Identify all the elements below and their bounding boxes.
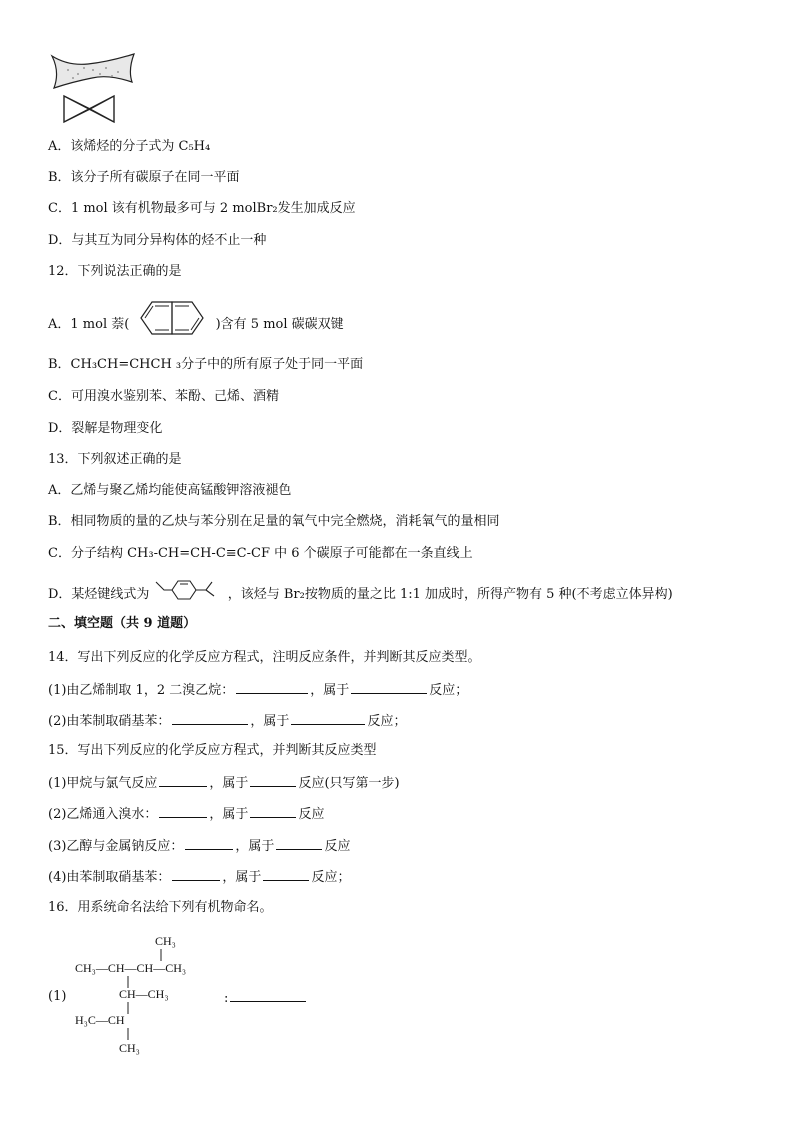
q16-colon: : (224, 991, 229, 1006)
q14-item-2-end: 反应； (367, 714, 407, 729)
q13-option-a: A．乙烯与聚乙烯均能使高锰酸钾溶液褪色 (48, 483, 292, 498)
q15-item-2-mid: ，属于 (209, 807, 249, 822)
structure-ch3-bottom: CH₃ (119, 1041, 140, 1055)
q12-option-c: C．可用溴水鉴别苯、苯酚、己烯、酒精 (48, 389, 279, 404)
q13-option-b: B．相同物质的量的乙炔与苯分别在足量的氧气中完全燃烧，消耗氧气的量相同 (48, 514, 500, 529)
q14-item-2-text: (2)由苯制取硝基苯： (48, 714, 171, 729)
structure-row-3: H₃C—CH (75, 1013, 125, 1027)
q11-option-a: A．该烯烃的分子式为 C₅H₄ (48, 139, 211, 154)
q15-item-1-mid: ，属于 (209, 776, 249, 791)
q15-item-3-mid: ，属于 (235, 839, 275, 854)
q14-item-2-mid: ，属于 (250, 714, 290, 729)
structure-row-2: CH—CH₃ (119, 987, 169, 1001)
q14-item-1-mid: ，属于 (310, 683, 350, 698)
q16-answer (224, 988, 308, 1008)
answer-blank[interactable] (230, 988, 306, 1002)
q13-option-d-post: ，该烃与 Br₂按物质的量之比 1:1 加成时，所得产物有 5 种(不考虑立体异构) (227, 587, 673, 602)
q15-stem: 15．写出下列反应的化学反应方程式，并判断其反应类型 (48, 743, 377, 758)
q16-item-label: (1) (48, 989, 67, 1004)
q15-item-1-end: 反应(只写第一步) (298, 776, 400, 791)
q11-option-c: C．1 mol 该有机物最多可与 2 molBr₂发生加成反应 (48, 201, 356, 216)
structure-row-1: CH₃—CH—CH—CH₃ (75, 961, 187, 975)
q15-item-1-text: (1)甲烷与氯气反应 (48, 776, 158, 791)
q14-stem: 14．写出下列反应的化学反应方程式，注明反应条件，并判断其反应类型。 (48, 650, 481, 665)
q13-option-c: C．分子结构 CH₃-CH=CH-C≡C-CF 中 6 个碳原子可能都在一条直线上 (48, 546, 473, 561)
q12-option-a-post: )含有 5 mol 碳碳双键 (215, 317, 344, 332)
q15-item-3-end: 反应 (324, 839, 351, 854)
q15-item-4-end: 反应； (311, 870, 351, 885)
q15-item-3-text: (3)乙醇与金属钠反应： (48, 839, 184, 854)
q15-item-2-end: 反应 (298, 807, 325, 822)
q14-item-1-end: 反应； (429, 683, 469, 698)
q12-option-a-pre: A．1 mol 萘( (48, 317, 130, 332)
q16-stem: 16．用系统命名法给下列有机物命名。 (48, 900, 273, 915)
q11-option-b: B．该分子所有碳原子在同一平面 (48, 170, 240, 185)
q13-stem: 13．下列叙述正确的是 (48, 452, 182, 467)
q15-item-4-mid: ，属于 (222, 870, 262, 885)
structure-ch3-top: CH₃ (155, 934, 176, 948)
q12-stem: 12．下列说法正确的是 (48, 264, 182, 279)
q11-option-d: D．与其互为同分异构体的烃不止一种 (48, 233, 267, 248)
q15-item-4-text: (4)由苯制取硝基苯： (48, 870, 171, 885)
q14-item-1-text: (1)由乙烯制取 1，2 二溴乙烷： (48, 683, 235, 698)
section-2-heading: 二、填空题（共 9 道题） (48, 616, 197, 631)
q12-option-d: D．裂解是物理变化 (48, 421, 163, 436)
q13-option-d-pre: D．某烃键线式为 (48, 587, 150, 602)
q15-item-2-text: (2)乙烯通入溴水： (48, 807, 158, 822)
q12-option-b: B．CH₃CH=CHCH ₃分子中的所有原子处于同一平面 (48, 357, 364, 372)
